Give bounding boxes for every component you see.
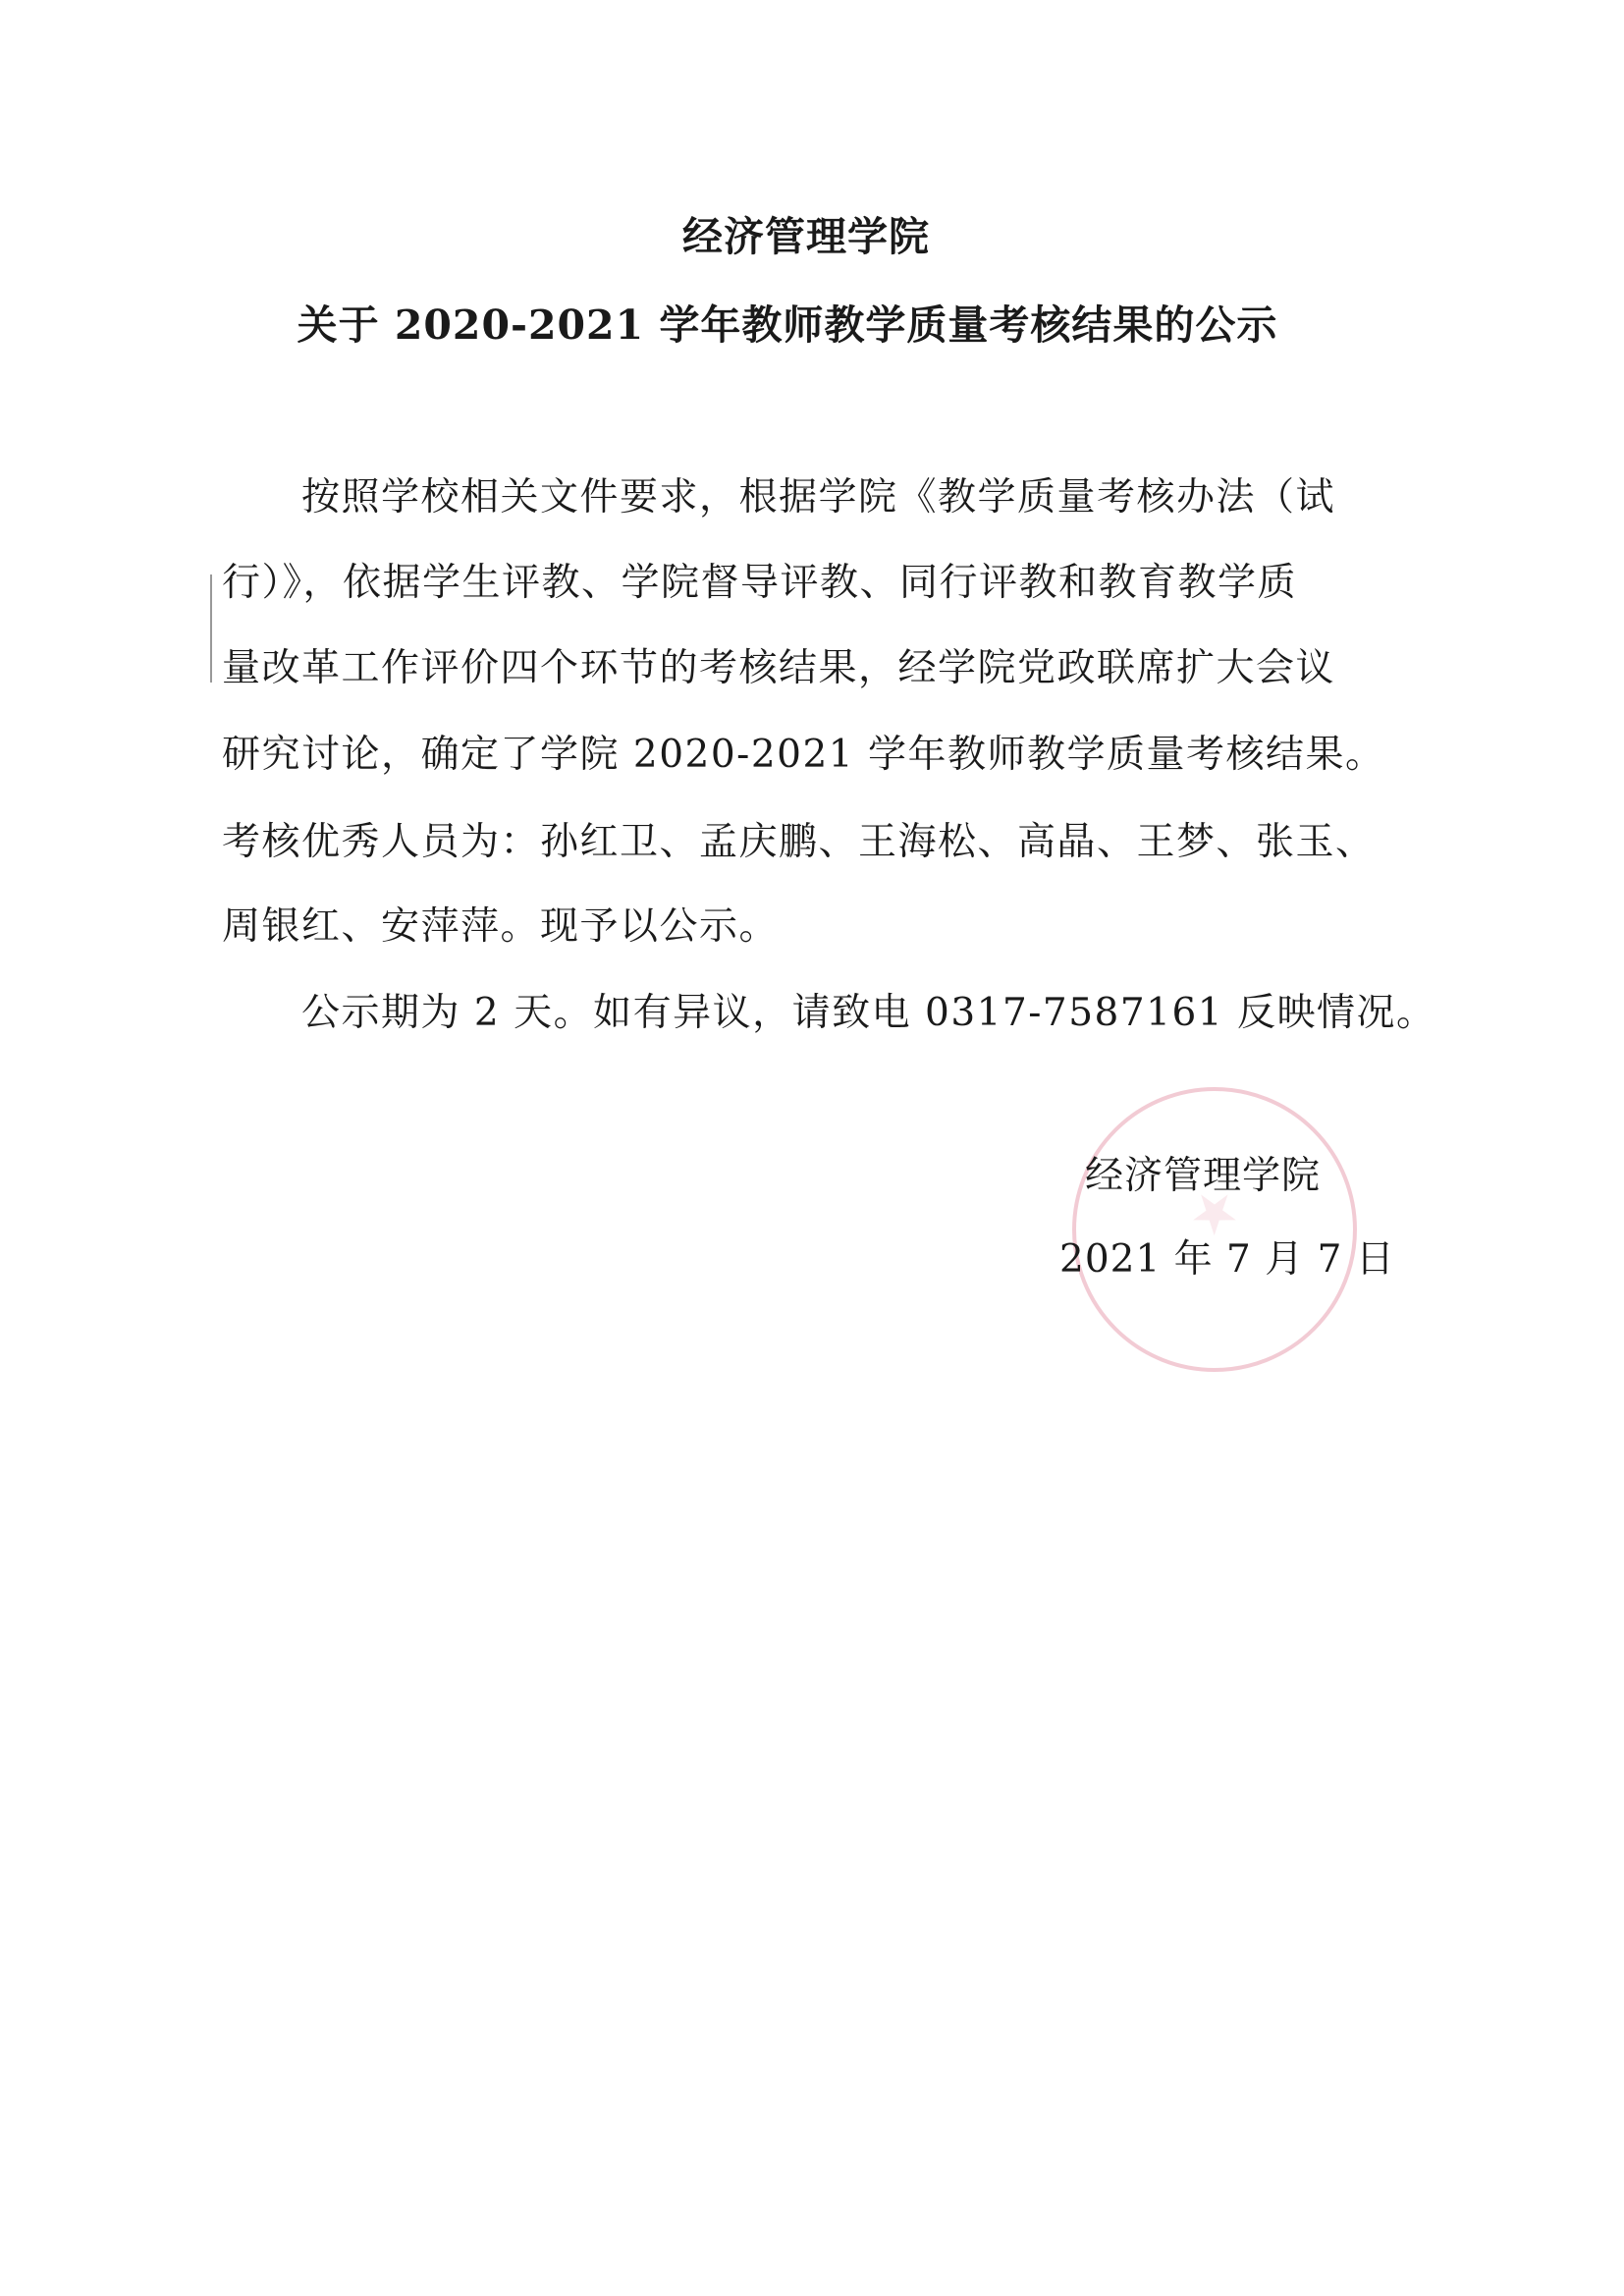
body-line: 按照学校相关文件要求，根据学院《教学质量考核办法（试 [301, 475, 1336, 519]
document-org-heading: 经济管理学院 [682, 213, 930, 260]
body-line: 量改革工作评价四个环节的考核结果，经学院党政联席扩大会议 [222, 646, 1336, 690]
body-line: 公示期为 2 天。如有异议，请致电 0317-7587161 反映情况。 [301, 991, 1436, 1035]
signature-org: 经济管理学院 [1085, 1154, 1322, 1198]
scan-artifact [210, 574, 212, 683]
body-line: 考核优秀人员为：孙红卫、孟庆鹏、王海松、高晶、王梦、张玉、 [222, 820, 1376, 864]
body-line: 行）》，依据学生评教、学院督导评教、同行评教和教育教学质 [222, 561, 1298, 605]
body-line: 周银红、安萍萍。现予以公示。 [222, 904, 780, 949]
signature-date: 2021 年 7 月 7 日 [1059, 1237, 1395, 1282]
document-title: 关于 2020-2021 学年教师教学质量考核结果的公示 [297, 301, 1278, 349]
body-line: 研究讨论，确定了学院 2020-2021 学年教师教学质量考核结果。 [222, 733, 1385, 777]
